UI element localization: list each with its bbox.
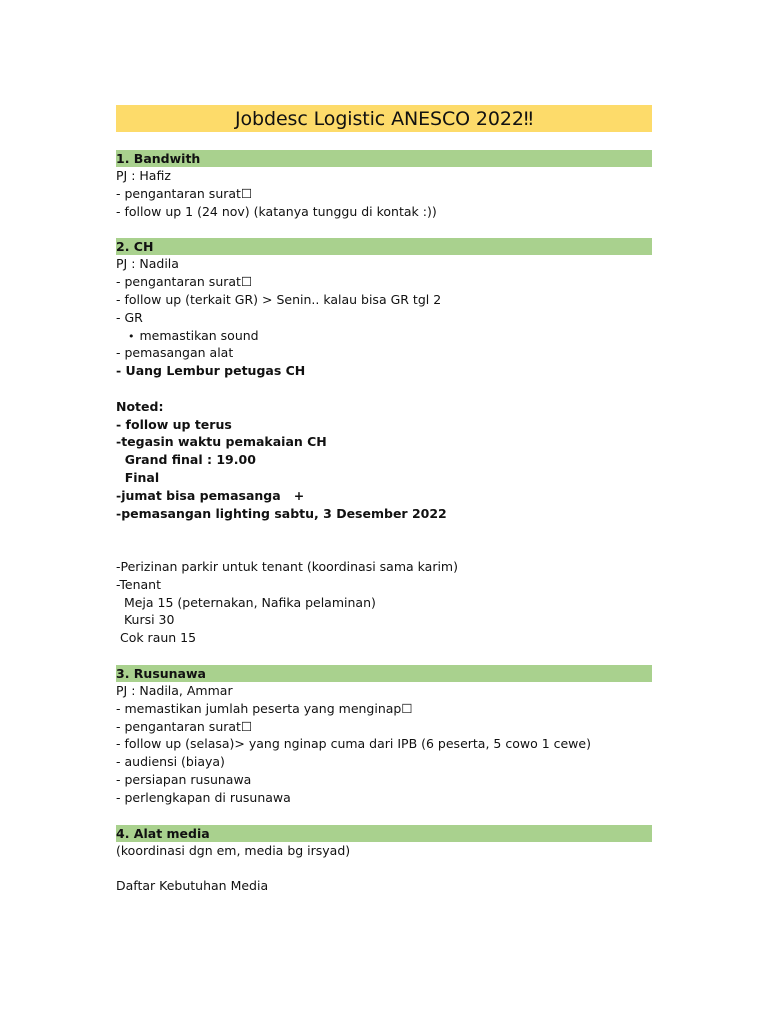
- spacer: [116, 647, 652, 665]
- noted-line: -tegasin waktu pemakaian CH: [116, 434, 327, 450]
- text-line: PJ : Nadila, Ammar: [116, 682, 233, 698]
- document-title: Jobdesc Logistic ANESCO 2022‼: [116, 105, 652, 132]
- text-line: - follow up (selasa)> yang nginap cuma dari IPB (6 peserta, 5 cowo 1 cewe): [116, 736, 591, 752]
- section-header-bandwith: 1. Bandwith: [116, 150, 652, 167]
- noted-line: - follow up terus: [116, 416, 232, 432]
- bullet-icon: •: [128, 329, 135, 343]
- bullet-item: [116, 327, 652, 345]
- spacer: [116, 522, 652, 558]
- text-line: - follow up 1 (24 nov) (katanya tunggu di kontak :)): [116, 203, 437, 219]
- noted-line: Final: [116, 469, 160, 485]
- text-line: - pengantaran surat☐: [116, 718, 253, 734]
- text-line-bold: - Uang Lembur petugas CH: [116, 363, 306, 379]
- text-line: - perlengkapan di rusunawa: [116, 789, 291, 805]
- text-line: (koordinasi dgn em, media bg irsyad): [116, 842, 351, 858]
- text-line: -Tenant: [116, 576, 161, 592]
- text-line: - pemasangan alat: [116, 345, 234, 361]
- text-line: - GR: [116, 309, 143, 325]
- noted-label: Noted:: [116, 398, 164, 414]
- text-line: - persiapan rusunawa: [116, 771, 252, 787]
- text-line: - pengantaran surat☐: [116, 274, 253, 290]
- bullet-text: memastikan sound: [139, 327, 259, 343]
- text-line: - audiensi (biaya): [116, 754, 225, 770]
- text-line: Cok raun 15: [116, 630, 197, 646]
- spacer: [116, 132, 652, 150]
- noted-line: -pemasangan lighting sabtu, 3 Desember 2022: [116, 505, 447, 521]
- spacer: [116, 220, 652, 238]
- text-line: PJ : Nadila: [116, 256, 179, 272]
- text-line: - memastikan jumlah peserta yang menginap☐: [116, 700, 413, 716]
- spacer: [116, 859, 652, 877]
- text-line: PJ : Hafiz: [116, 168, 171, 183]
- noted-line: Grand final : 19.00: [116, 452, 256, 468]
- spacer: [116, 807, 652, 825]
- spacer: [116, 380, 652, 398]
- text-line: - follow up (terkait GR) > Senin.. kalau bisa GR tgl 2: [116, 291, 442, 307]
- text-line: Kursi 30: [116, 612, 175, 628]
- noted-line: -jumat bisa pemasanga +: [116, 487, 305, 503]
- text-line: Daftar Kebutuhan Media: [116, 878, 269, 894]
- section-header-rusunawa: 3. Rusunawa: [116, 665, 652, 682]
- text-line: - pengantaran surat☐: [116, 185, 253, 201]
- text-line: Meja 15 (peternakan, Nafika pelaminan): [116, 594, 376, 610]
- document-page: [116, 105, 652, 895]
- section-header-alat-media: 4. Alat media: [116, 825, 652, 842]
- text-line: -Perizinan parkir untuk tenant (koordinasi sama karim): [116, 558, 458, 574]
- section-header-ch: 2. CH: [116, 238, 652, 255]
